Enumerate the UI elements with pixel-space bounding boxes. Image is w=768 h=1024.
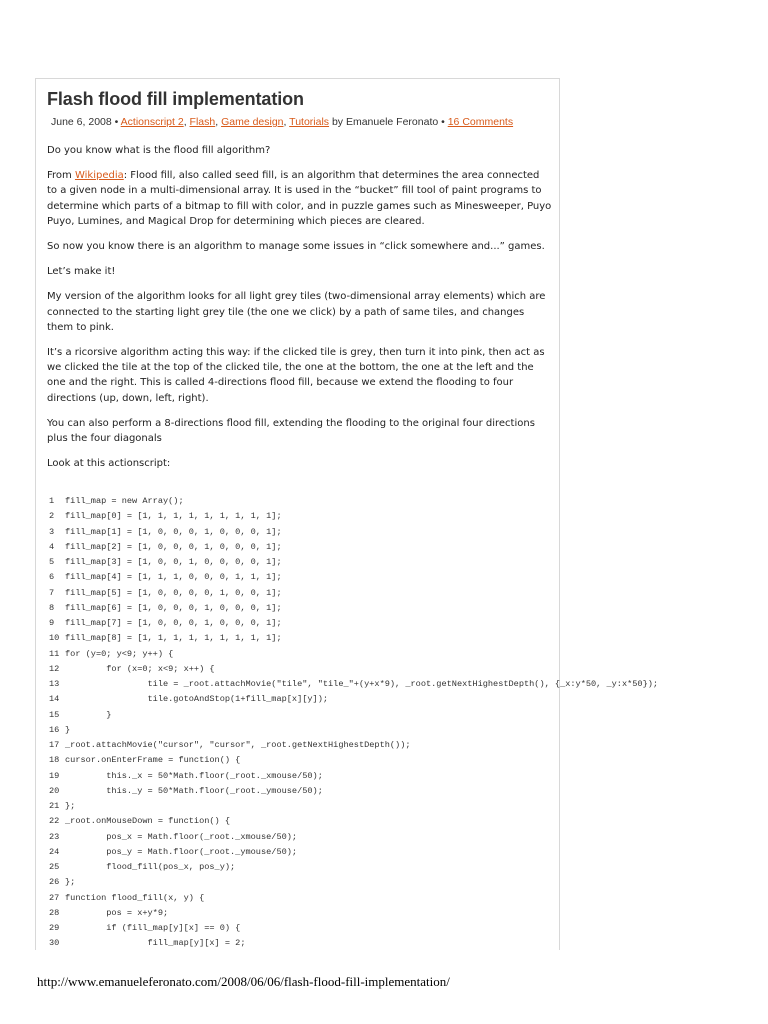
code-line [49,494,768,509]
line-number: 1 [49,496,55,506]
meta-separator: • [111,116,121,128]
category-link-game-design[interactable]: Game design [221,116,284,128]
code-text: this._x = 50*Math.floor(_root._xmouse/50); [65,770,323,781]
wikipedia-quote: : Flood fill, also called seed fill, is an algorithm that determines the area connected to a given node in a multi-dimensional array. It is used in the “bucket” fill tool of paint programs to determine which parts of a bitmap to fill with color, and in puzzle games such as Minesweeper, Puyo Puyo, Lumines, and Magical Drop for determining which pieces are cleared. [47,170,552,227]
line-number: 22 [49,816,60,827]
code-line [49,936,768,951]
code-text: fill_map[4] = [1, 1, 1, 0, 0, 0, 1, 1, 1]; [65,572,282,583]
code-text: fill_map[1] = [1, 0, 0, 0, 1, 0, 0, 0, 1]; [65,526,282,537]
code-text: fill_map[3] = [1, 0, 0, 1, 0, 0, 0, 0, 1]; [65,557,282,567]
line-number: 27 [49,892,60,903]
code-text: _root.attachMovie("cursor", "cursor", _root.getNextHighestDepth()); [65,740,411,750]
code-text: }; [65,877,76,888]
code-text: pos_x = Math.floor(_root._xmouse/50); [65,831,298,842]
line-number: 29 [49,923,60,933]
code-line [49,662,768,677]
code-line [49,525,768,540]
code-line [49,555,768,570]
line-number: 26 [49,877,60,888]
footer-url[interactable]: http://www.emanueleferonato.com/2008/06/06/flash-flood-fill-implementation/ [37,974,450,989]
code-listing [49,494,768,952]
line-number: 18 [49,755,60,766]
code-text: for (y=0; y<9; y++) { [65,648,174,659]
line-number: 10 [49,633,60,644]
line-number: 12 [49,663,60,674]
category-link-tutorials[interactable]: Tutorials [289,116,330,128]
wikipedia-link[interactable]: Wikipedia [74,170,124,182]
paragraph-lets-make-it: Let’s make it! [47,266,116,278]
category-link-flash[interactable]: Flash [189,116,216,128]
code-text: } [65,724,71,735]
code-line [49,540,768,555]
line-number: 2 [49,511,55,522]
line-number: 19 [49,770,60,781]
code-text: } [65,709,112,720]
code-line [49,891,768,906]
line-number: 14 [49,694,60,705]
code-text: _root.onMouseDown = function() { [65,816,231,827]
code-line [49,769,768,784]
article-body [47,143,552,481]
code-line [49,906,768,921]
paragraph-look-at: Look at this actionscript: [47,458,171,470]
line-number: 25 [49,862,60,872]
code-line [49,586,768,601]
code-line [49,616,768,631]
code-text: fill_map[6] = [1, 0, 0, 0, 1, 0, 0, 0, 1]; [65,602,282,613]
from-prefix: From [47,170,75,182]
line-number: 23 [49,831,60,842]
code-text: fill_map[7] = [1, 0, 0, 0, 1, 0, 0, 0, 1]; [65,618,282,628]
paragraph-algorithm: So now you know there is an algorithm to manage some issues in “click somewhere and...” games. [47,241,545,253]
article-title[interactable]: Flash flood fill implementation [47,89,304,109]
code-line [49,830,768,845]
line-number: 21 [49,801,60,811]
line-number: 7 [49,587,55,598]
paragraph-recursive: It’s a ricorsive algorithm acting this way: if the clicked tile is grey, then turn it into pink, then act as we clicked the tile at the top of the clicked tile, the one at the bottom, the one at the left and the one and the right. This is called 4-directions flood fill, because we extend the flooding to four directions (up, down, left, right). [47,347,545,404]
code-line [49,708,768,723]
post-date: June 6, 2008 [51,116,112,128]
code-text: this._y = 50*Math.floor(_root._ymouse/50); [65,785,323,796]
code-line [49,723,768,738]
code-text: fill_map[y][x] = 2; [65,938,246,949]
code-line [49,860,768,875]
paragraph-8-directions: You can also perform a 8-directions flood fill, extending the flooding to the original four directions plus the four diagonals [47,417,535,445]
code-line [49,738,768,753]
line-number: 28 [49,907,60,918]
code-line [49,814,768,829]
line-number: 9 [49,618,55,628]
code-text: fill_map[8] = [1, 1, 1, 1, 1, 1, 1, 1, 1]; [65,633,282,644]
code-line [49,875,768,890]
code-line [49,677,768,692]
code-text: function flood_fill(x, y) { [65,892,205,903]
line-number: 5 [49,557,55,567]
code-text: cursor.onEnterFrame = function() { [65,755,241,766]
code-text: fill_map[5] = [1, 0, 0, 0, 0, 1, 0, 0, 1]; [65,587,282,598]
line-number: 3 [49,526,55,537]
line-number: 15 [49,709,60,720]
paragraph-intro: Do you know what is the flood fill algorithm? [47,145,271,156]
code-line [49,799,768,814]
code-text: fill_map[2] = [1, 0, 0, 0, 1, 0, 0, 0, 1]; [65,541,282,552]
article-meta: June 6, 2008 • Actionscript 2, Flash, Game design, Tutorials by Emanuele Feronato • 16 Comments [51,116,514,128]
paragraph-my-version: My version of the algorithm looks for all light grey tiles (two-dimensional array elements) which are connected to the starting light grey tile (the one we click) by a path of same tiles, and changes them to pink. [47,291,546,333]
code-text: tile.gotoAndStop(1+fill_map[x][y]); [65,694,329,705]
code-line [49,601,768,616]
code-line [49,692,768,707]
code-line [49,753,768,768]
line-number: 8 [49,602,55,613]
code-text: if (fill_map[y][x] == 0) { [65,923,241,933]
code-text: fill_map[0] = [1, 1, 1, 1, 1, 1, 1, 1, 1]; [65,511,282,522]
code-line [49,570,768,585]
line-number: 16 [49,724,60,735]
code-text: tile = _root.attachMovie("tile", "tile_"+(y+x*9), _root.getNextHighestDepth(), {_x:y*50, _y:x*50}); [65,679,659,689]
line-number: 6 [49,572,55,583]
code-line [49,921,768,936]
author-byline: by Emanuele Feronato • [329,116,448,128]
code-text: fill_map = new Array(); [65,496,184,506]
code-text: }; [65,801,76,811]
code-line [49,845,768,860]
line-number: 20 [49,785,60,796]
code-line [49,631,768,646]
code-line [49,784,768,799]
line-number: 24 [49,846,60,857]
code-line [49,647,768,662]
code-text: for (x=0; x<9; x++) { [65,663,215,674]
line-number: 30 [49,938,60,949]
line-number: 13 [49,679,60,689]
code-text: flood_fill(pos_x, pos_y); [65,862,236,872]
line-number: 17 [49,740,60,750]
code-text: pos = x+y*9; [65,907,169,918]
comments-link[interactable]: 16 Comments [447,116,514,128]
category-link-actionscript2[interactable]: Actionscript 2 [120,116,184,128]
line-number: 11 [49,648,60,659]
code-line [49,509,768,524]
paragraph-wikipedia [47,168,552,229]
code-text: pos_y = Math.floor(_root._ymouse/50); [65,846,298,857]
line-number: 4 [49,541,55,552]
